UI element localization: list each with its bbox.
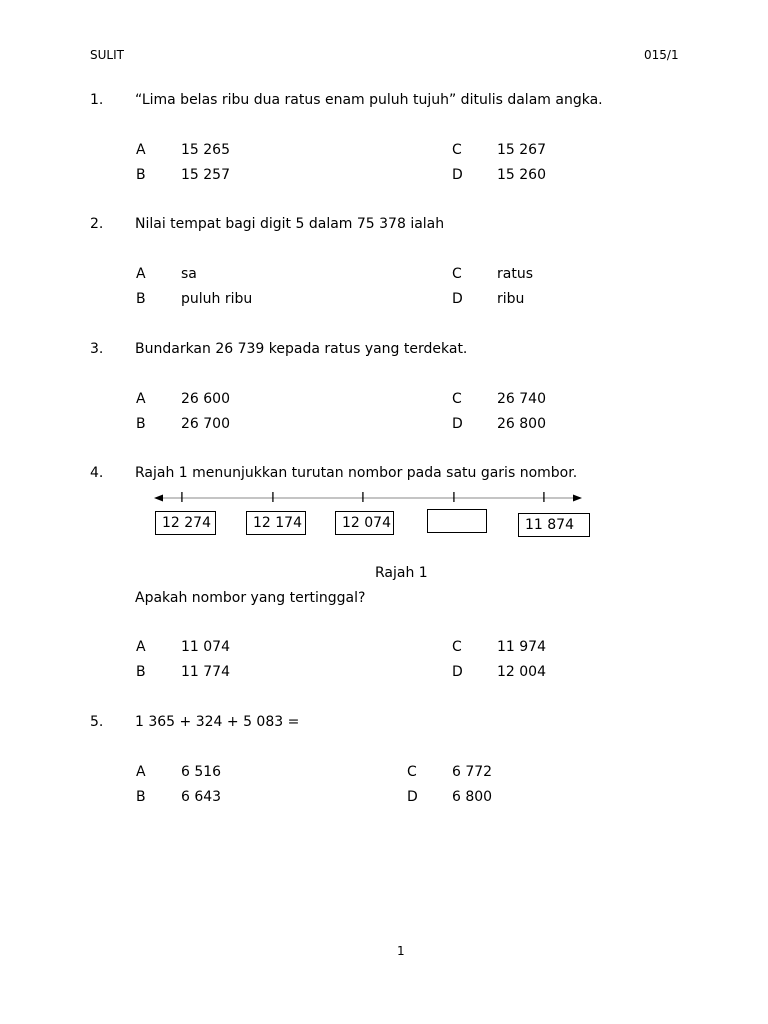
question-number: 3. xyxy=(90,341,104,357)
question-number: 2. xyxy=(90,216,104,232)
option-value: 15 260 xyxy=(497,167,546,183)
option-value: ratus xyxy=(497,266,533,282)
option-letter: D xyxy=(407,789,418,805)
option-value: 11 074 xyxy=(181,639,230,655)
option-letter: C xyxy=(452,391,462,407)
option-letter: B xyxy=(136,416,146,432)
option-letter: C xyxy=(452,142,462,158)
number-line xyxy=(150,490,590,506)
option-letter: A xyxy=(136,266,146,282)
question-number: 1. xyxy=(90,92,104,108)
header-left: SULIT xyxy=(90,48,124,62)
option-value: 26 800 xyxy=(497,416,546,432)
option-letter: A xyxy=(136,142,146,158)
question-text: Nilai tempat bagi digit 5 dalam 75 378 ialah xyxy=(135,216,445,232)
tick-mark: I xyxy=(361,491,365,506)
tick-mark: I xyxy=(542,491,546,506)
option-letter: C xyxy=(407,764,417,780)
option-value: 11 974 xyxy=(497,639,546,655)
option-letter: A xyxy=(136,639,146,655)
missing-number-box xyxy=(427,509,487,533)
page-number: 1 xyxy=(397,944,405,958)
number-box: 12 074 xyxy=(335,511,394,535)
option-value: 15 257 xyxy=(181,167,230,183)
option-letter: D xyxy=(452,291,463,307)
option-value: 6 516 xyxy=(181,764,222,780)
arrow-right-icon xyxy=(573,495,582,502)
tick-mark: I xyxy=(271,491,275,506)
option-value: 6 772 xyxy=(452,764,493,780)
option-value: ribu xyxy=(497,291,525,307)
option-value: 26 600 xyxy=(181,391,230,407)
number-box: 11 874 xyxy=(518,513,590,537)
option-value: 26 700 xyxy=(181,416,230,432)
option-letter: D xyxy=(452,416,463,432)
option-letter: A xyxy=(136,391,146,407)
option-letter: A xyxy=(136,764,146,780)
option-value: 15 267 xyxy=(497,142,546,158)
question-text: Bundarkan 26 739 kepada ratus yang terdekat. xyxy=(135,341,468,357)
option-letter: D xyxy=(452,167,463,183)
number-box: 12 274 xyxy=(155,511,216,535)
option-letter: B xyxy=(136,167,146,183)
arrow-left-icon xyxy=(154,495,163,502)
question-prompt: Apakah nombor yang tertinggal? xyxy=(135,590,366,606)
header-right: 015/1 xyxy=(644,48,679,62)
option-value: 15 265 xyxy=(181,142,230,158)
question-number: 4. xyxy=(90,465,104,481)
option-letter: B xyxy=(136,291,146,307)
option-letter: C xyxy=(452,639,462,655)
option-value: sa xyxy=(181,266,197,282)
option-value: 26 740 xyxy=(497,391,546,407)
number-box: 12 174 xyxy=(246,511,306,535)
question-text: “Lima belas ribu dua ratus enam puluh tujuh” ditulis dalam angka. xyxy=(135,92,603,108)
option-letter: B xyxy=(136,664,146,680)
question-number: 5. xyxy=(90,714,104,730)
option-letter: D xyxy=(452,664,463,680)
option-value: 6 800 xyxy=(452,789,493,805)
option-value: 12 004 xyxy=(497,664,546,680)
option-value: puluh ribu xyxy=(181,291,253,307)
option-value: 11 774 xyxy=(181,664,230,680)
tick-mark: I xyxy=(452,491,456,506)
question-text: 1 365 + 324 + 5 083 = xyxy=(135,714,300,730)
figure-caption: Rajah 1 xyxy=(375,565,428,581)
option-value: 6 643 xyxy=(181,789,222,805)
option-letter: B xyxy=(136,789,146,805)
option-letter: C xyxy=(452,266,462,282)
question-text: Rajah 1 menunjukkan turutan nombor pada satu garis nombor. xyxy=(135,465,578,481)
tick-mark: I xyxy=(180,491,184,506)
